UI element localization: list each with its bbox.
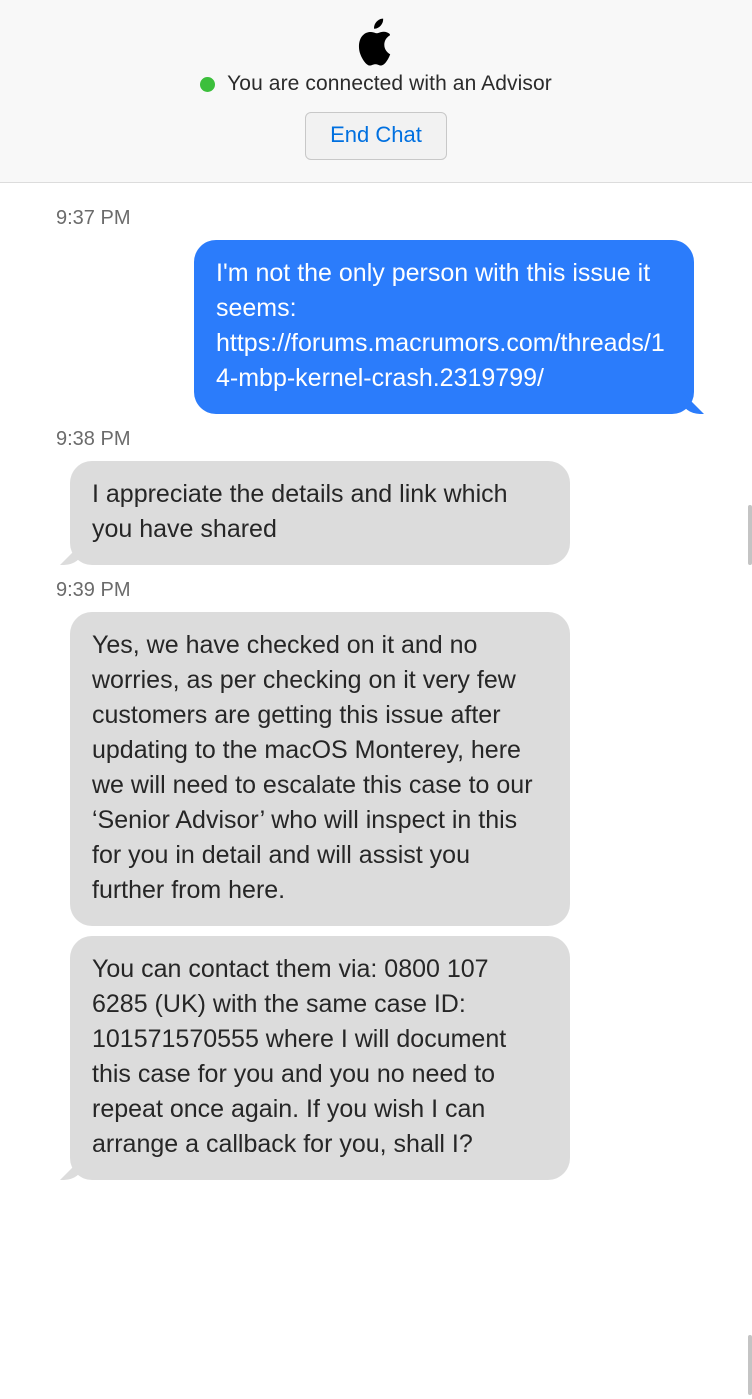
message-row — [0, 461, 752, 565]
message-timestamp: 9:39 PM — [56, 579, 131, 601]
incoming-message-bubble: Yes, we have checked on it and no worries, as per checking on it very few customers are getting this issue after updating to the macOS Monterey, here we will need to escalate this case to our ‘Senior Advisor’ who will inspect in this for you in detail and will assist you further from here. — [70, 612, 570, 926]
connection-status — [0, 72, 752, 96]
apple-logo-icon — [356, 18, 396, 66]
message-group — [0, 207, 752, 414]
incoming-message-bubble: I appreciate the details and link which you have shared — [70, 461, 570, 565]
message-group — [0, 428, 752, 565]
end-chat-button[interactable]: End Chat — [305, 112, 447, 160]
scrollbar[interactable] — [748, 195, 752, 1399]
message-group — [0, 579, 752, 1180]
message-timestamp: 9:38 PM — [56, 428, 131, 450]
message-row — [0, 612, 752, 926]
message-row — [0, 936, 752, 1180]
message-timestamp: 9:37 PM — [56, 207, 131, 229]
scrollbar-thumb[interactable] — [748, 505, 752, 565]
scrollbar-thumb[interactable] — [748, 1335, 752, 1395]
incoming-message-bubble: You can contact them via: 0800 107 6285 (UK) with the same case ID: 101571570555 where I will document this case for you and you no need to repeat once again. If you wish I can arrange a callback for you, shall I? — [70, 936, 570, 1180]
chat-header — [0, 0, 752, 183]
end-chat-container — [0, 112, 752, 160]
status-dot-icon — [200, 77, 215, 92]
connection-status-label: You are connected with an Advisor — [227, 72, 552, 95]
outgoing-message-bubble: I'm not the only person with this issue it seems: https://forums.macrumors.com/threads/14-mbp-kernel-crash.2319799/ — [194, 240, 694, 414]
chat-transcript[interactable] — [0, 183, 752, 1180]
message-row — [0, 240, 752, 414]
